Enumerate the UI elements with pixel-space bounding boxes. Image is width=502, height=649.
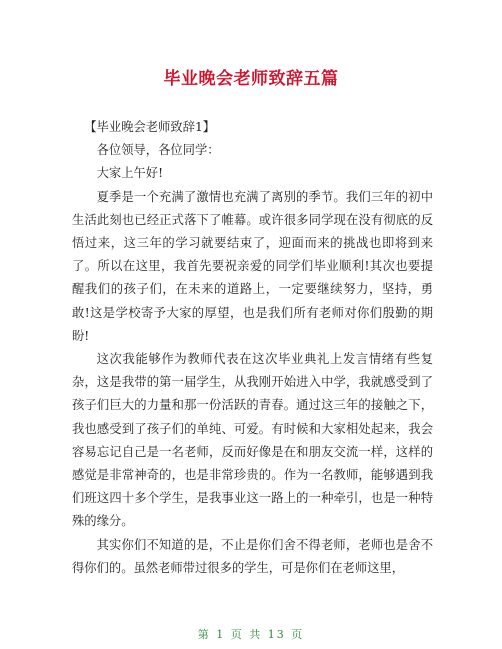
body-paragraph: 这次我能够作为教师代表在这次毕业典礼上发言情绪有些复杂，这是我带的第一届学生，从我刚开始进入中学，我就感受到了孩子们巨大的力量和那一份活跃的青春。通过这三年的接触之下，我也感受到了孩子们的单纯、可爱。有时候和大家相处起来，我会容易忘记自己是一名老师，反而好像是在和朋友交流一样，这样的感觉是非常神奇的，也是非常珍贵的。作为一名教师，能够遇到我们班这四十多个学生，是我事业这一路上的一种牵引，也是一种特殊的缘分。 (72, 352, 433, 529)
section-heading: 【毕业晚会老师致辞1】 (84, 120, 216, 134)
greeting: 大家上午好! (96, 166, 164, 181)
page-indicator: 第 1 页 共 13 页 (197, 628, 305, 641)
salutation: 各位领导，各位同学： (96, 143, 220, 158)
body-paragraph: 其实你们不知道的是，不止是你们舍不得老师，老师也是舍不得你们的。虽然老师带过很多的学生，可是你们在老师这里， (72, 537, 433, 575)
document-title: 毕业晚会老师致辞五篇 (163, 69, 339, 89)
body-paragraph: 夏季是一个充满了激情也充满了离别的季节。我们三年的初中生活此刻也已经正式落下了帷幕。或许很多同学现在没有彻底的反悟过来，这三年的学习就要结束了，迎面而来的挑战也即将到来了。所以在这里，我首先要祝亲爱的同学们毕业顺利!其次也要提醒我们的孩子们，在未来的道路上，一定要继续努力，坚持，勇敢!这是学校寄予大家的厚望，也是我们所有老师对你们殷勤的期盼! (72, 189, 433, 343)
document-body (72, 116, 433, 580)
